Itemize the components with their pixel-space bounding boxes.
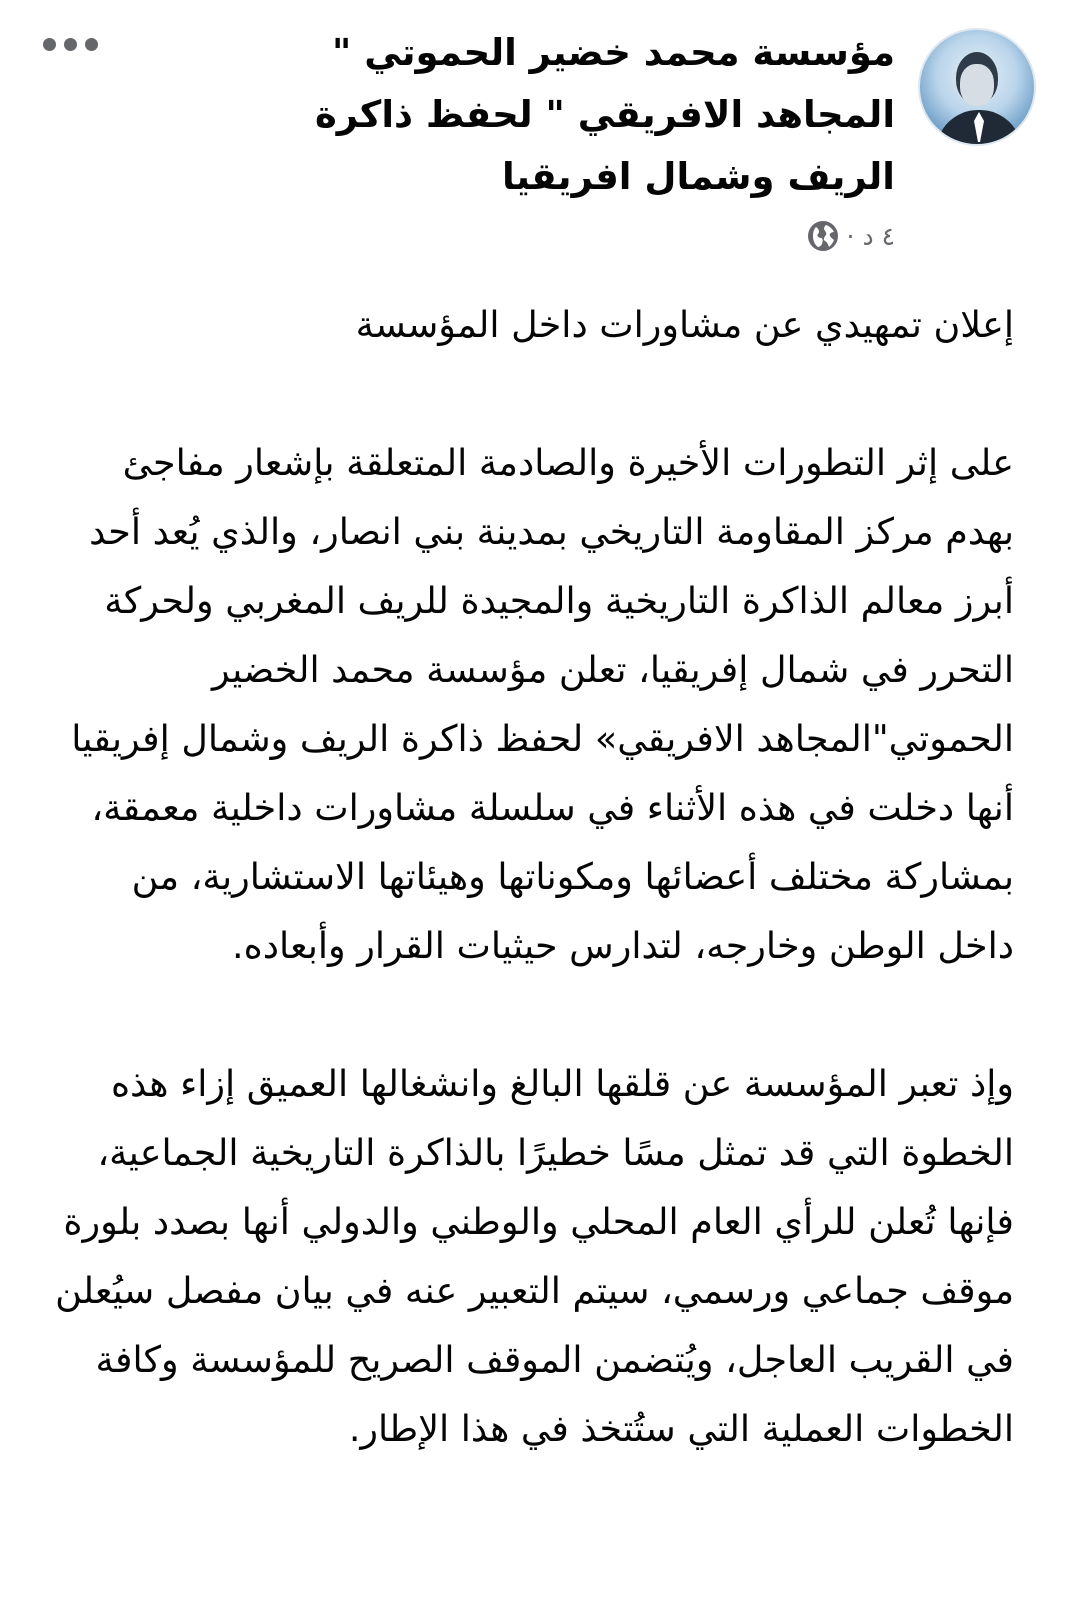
post-body	[48, 290, 1014, 1463]
more-dot	[64, 38, 77, 51]
post-paragraph: على إثر التطورات الأخيرة والصادمة المتعلقة بإشعار مفاجئ بهدم مركز المقاومة التاريخي بمدينة بني انصار، والذي يُعد أحد أبرز معالم الذاكرة التاريخية والمجيدة للريف المغربي ولحركة التحرر في شمال إفريقيا، تعلن مؤسسة محمد الخضير الحموتي"المجاهد الافريقي» لحفظ ذاكرة الريف وشمال إفريقيا أنها دخلت في هذه الأثناء في سلسلة مشاورات داخلية معمقة، بمشاركة مختلف أعضائها ومكوناتها وهيئاتها الاستشارية، من داخل الوطن وخارجه، لتدارس حيثيات القرار وأبعاده.	[71, 441, 1014, 967]
meta-separator: ·	[846, 221, 855, 251]
avatar-face-shape	[960, 64, 994, 106]
post-paragraph: وإذ تعبر المؤسسة عن قلقها البالغ وانشغالها العميق إزاء هذه الخطوة التي قد تمثل مسًا خطيرًا بالذاكرة التاريخية الجماعية، فإنها تُعلن للرأي العام المحلي والوطني والدولي أنها بصدد بلورة موقف جماعي ورسمي، سيتم التعبير عنه في بيان مفصل سيُعلن في القريب العاجل، ويُتضمن الموقف الصريح للمؤسسة وكافة الخطوات العملية التي ستُتخذ في هذا الإطار.	[55, 1062, 1014, 1450]
post-timestamp[interactable]: ٤ د	[862, 221, 895, 251]
post-meta	[807, 220, 895, 252]
paragraph-gap	[48, 980, 1014, 1049]
avatar[interactable]	[918, 28, 1036, 146]
page-name-link[interactable]: مؤسسة محمد خضير الحموتي " المجاهد الافريقي " لحفظ ذاكرة الريف وشمال افريقيا	[314, 31, 895, 198]
globe-icon[interactable]	[807, 220, 839, 252]
more-dot	[43, 38, 56, 51]
post-header	[40, 22, 1040, 267]
more-options-icon[interactable]	[40, 32, 98, 56]
post-paragraph-heading: إعلان تمهيدي عن مشاورات داخل المؤسسة	[355, 303, 1014, 346]
more-dot	[85, 38, 98, 51]
paragraph-gap	[48, 359, 1014, 428]
